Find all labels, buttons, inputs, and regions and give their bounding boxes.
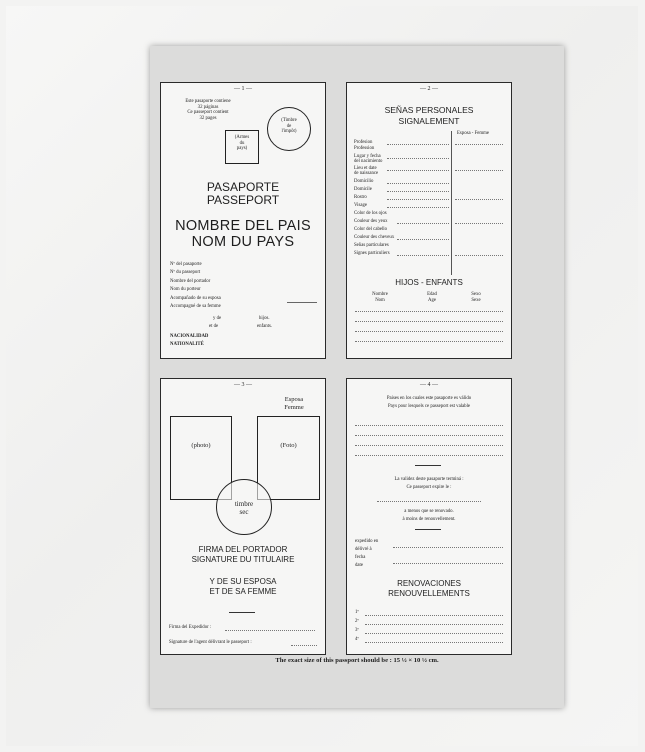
- renewal-1: 1º: [355, 610, 359, 615]
- country-fr: NOM DU PAYS: [191, 234, 295, 250]
- issuer-signature-fr: Signature de l'agent délivrant le passeport :: [169, 640, 252, 645]
- field-domicilio: Domicilio: [354, 179, 374, 184]
- wife-photo-box: [257, 416, 320, 500]
- dotted-line: [455, 223, 503, 224]
- dotted-line: [291, 645, 317, 646]
- issued-at-fr: délivré à: [355, 547, 372, 552]
- panel-description: [346, 82, 512, 359]
- dotted-line: [387, 183, 449, 184]
- title-es: PASAPORTE: [206, 180, 280, 194]
- dotted-line: [355, 425, 503, 426]
- field-wife-es: Acompañado de su esposa: [170, 296, 221, 301]
- arms-box: (Armes du pays): [225, 130, 259, 164]
- expiry-es: La validez deste pasaporte terminá :: [394, 477, 464, 482]
- separator: [229, 612, 255, 613]
- nationality-fr: NATIONALITÉ: [170, 342, 204, 347]
- field-nacimiento: del nacimiento: [354, 159, 383, 164]
- tax-stamp-circle: (Timbre de l'impôt): [267, 107, 311, 151]
- dotted-line: [393, 563, 503, 564]
- wife-signature-fr: ET DE SA FEMME: [209, 587, 277, 596]
- expiry-fr: Ce passeport expire le :: [406, 485, 452, 490]
- date-fr: date: [355, 563, 363, 568]
- dotted-line: [355, 455, 503, 456]
- field-passport-no-es: Nº del pasaporte: [170, 262, 202, 267]
- field-bearer-es: Nombre del portador: [170, 279, 211, 284]
- dotted-line: [365, 624, 503, 625]
- renewals-title-fr: RENOUVELLEMENTS: [388, 589, 470, 598]
- valid-countries-fr: Pays pour lesquels ce passeport est valable: [387, 404, 471, 409]
- dotted-line: [455, 170, 503, 171]
- renewal-note-es: a menos que se renovado.: [404, 509, 454, 514]
- field-bearer-fr: Nom du porteur: [170, 287, 201, 292]
- description-title-es: SEÑAS PERSONALES: [384, 105, 474, 115]
- page-number: — 1 —: [234, 86, 252, 92]
- et-de: et de: [209, 324, 219, 329]
- page-number: — 4 —: [420, 382, 438, 388]
- photo-label: (Foto): [280, 442, 297, 449]
- field-visage: Visage: [354, 203, 368, 208]
- children-title: HIJOS - ENFANTS: [395, 278, 463, 287]
- description-title-fr: SIGNALEMENT: [398, 116, 460, 126]
- page-number: — 3 —: [234, 382, 252, 388]
- dotted-line: [355, 435, 503, 436]
- enfants: enfants.: [257, 324, 273, 329]
- nationality-es: NACIONALIDAD: [170, 334, 209, 339]
- wife-heading: Esposa Femme: [284, 396, 304, 411]
- renewal-note-fr: à moins de renouvellement.: [402, 517, 456, 522]
- dotted-line: [225, 630, 315, 631]
- size-note: The exact size of this passport should be : 15 ½ × 10 ½ cm.: [275, 657, 439, 664]
- dry-seal-circle: timbre sec: [216, 479, 272, 535]
- dotted-line: [365, 633, 503, 634]
- valid-countries-es: Paises en los cuales este pasaporte es válido: [386, 396, 472, 401]
- separator: [415, 465, 441, 466]
- field-passport-no-fr: Nº du passeport: [170, 270, 201, 275]
- dotted-line: [387, 207, 449, 208]
- dotted-line: [387, 144, 449, 145]
- col-name: Nombre Nom: [372, 292, 388, 303]
- field-lieu-date: Lieu et date: [354, 166, 377, 171]
- panel-cover: [160, 82, 326, 359]
- dotted-line: [397, 255, 449, 256]
- renewal-2: 2º: [355, 619, 359, 624]
- dotted-line: [387, 170, 449, 171]
- dotted-line: [387, 191, 449, 192]
- bearer-signature-fr: SIGNATURE DU TITULAIRE: [191, 555, 295, 564]
- dotted-line: [377, 501, 481, 502]
- dotted-line: [355, 445, 503, 446]
- field-color-ojos: Color de los ojos: [354, 211, 387, 216]
- renewal-3: 3º: [355, 628, 359, 633]
- dotted-line: [455, 255, 503, 256]
- date-es: fecha: [355, 555, 366, 560]
- hijos: hijos.: [259, 316, 270, 321]
- column-divider: [451, 131, 452, 275]
- children-row: [355, 311, 503, 312]
- separator: [415, 529, 441, 530]
- wife-column-header: Esposa - Femme: [457, 131, 489, 136]
- dotted-line: [387, 158, 449, 159]
- dotted-line: [397, 239, 449, 240]
- children-row: [355, 341, 503, 342]
- field-profession: Profession: [354, 146, 375, 151]
- field-senas: Señas particulares: [354, 243, 389, 248]
- dotted-line: [365, 615, 503, 616]
- country-es: NOMBRE DEL PAIS: [175, 218, 311, 234]
- renewal-4: 4º: [355, 637, 359, 642]
- field-color-cabello: Color del cabello: [354, 227, 388, 232]
- field-wife-fr: Accompagné de sa femme: [170, 304, 221, 309]
- field-naissance: de naissance: [354, 171, 379, 176]
- field-lugar-fecha: Lugar y fecha: [354, 154, 381, 159]
- photo-label: (photo): [191, 442, 211, 449]
- field-couleur-cheveux: Couleur des cheveux: [354, 235, 395, 240]
- wife-line: [287, 302, 317, 303]
- field-rostro: Rostro: [354, 195, 367, 200]
- panel-photos: [160, 378, 326, 655]
- bearer-signature-es: FIRMA DEL PORTADOR: [198, 545, 288, 554]
- y-de: y de: [213, 316, 222, 321]
- field-domicile: Domicile: [354, 187, 372, 192]
- dotted-line: [455, 144, 503, 145]
- renewals-title-es: RENOVACIONES: [397, 579, 461, 588]
- dotted-line: [397, 223, 449, 224]
- children-row: [355, 331, 503, 332]
- dotted-line: [365, 642, 503, 643]
- issuer-signature-es: Firma del Expedidor :: [169, 625, 212, 630]
- field-profesion: Profesion: [354, 140, 373, 145]
- wife-signature-es: Y DE SU ESPOSA: [209, 577, 277, 586]
- children-row: [355, 321, 503, 322]
- field-signes: Signes particuliers: [354, 251, 390, 256]
- page-count-text: Este pasaporte contiene 32 páginas Ce passeport contient 32 pages: [185, 99, 231, 122]
- title-fr: PASSEPORT: [206, 193, 280, 207]
- panel-validity: [346, 378, 512, 655]
- col-age: Edad Age: [427, 292, 437, 303]
- field-couleur-yeux: Couleur des yeux: [354, 219, 388, 224]
- issued-at-es: expedido en: [355, 539, 379, 544]
- page-number: — 2 —: [420, 86, 438, 92]
- col-sex: Sexo Sexe: [471, 292, 481, 303]
- dotted-line: [387, 199, 449, 200]
- dotted-line: [393, 547, 503, 548]
- dotted-line: [455, 199, 503, 200]
- passport-sheet: [150, 46, 564, 708]
